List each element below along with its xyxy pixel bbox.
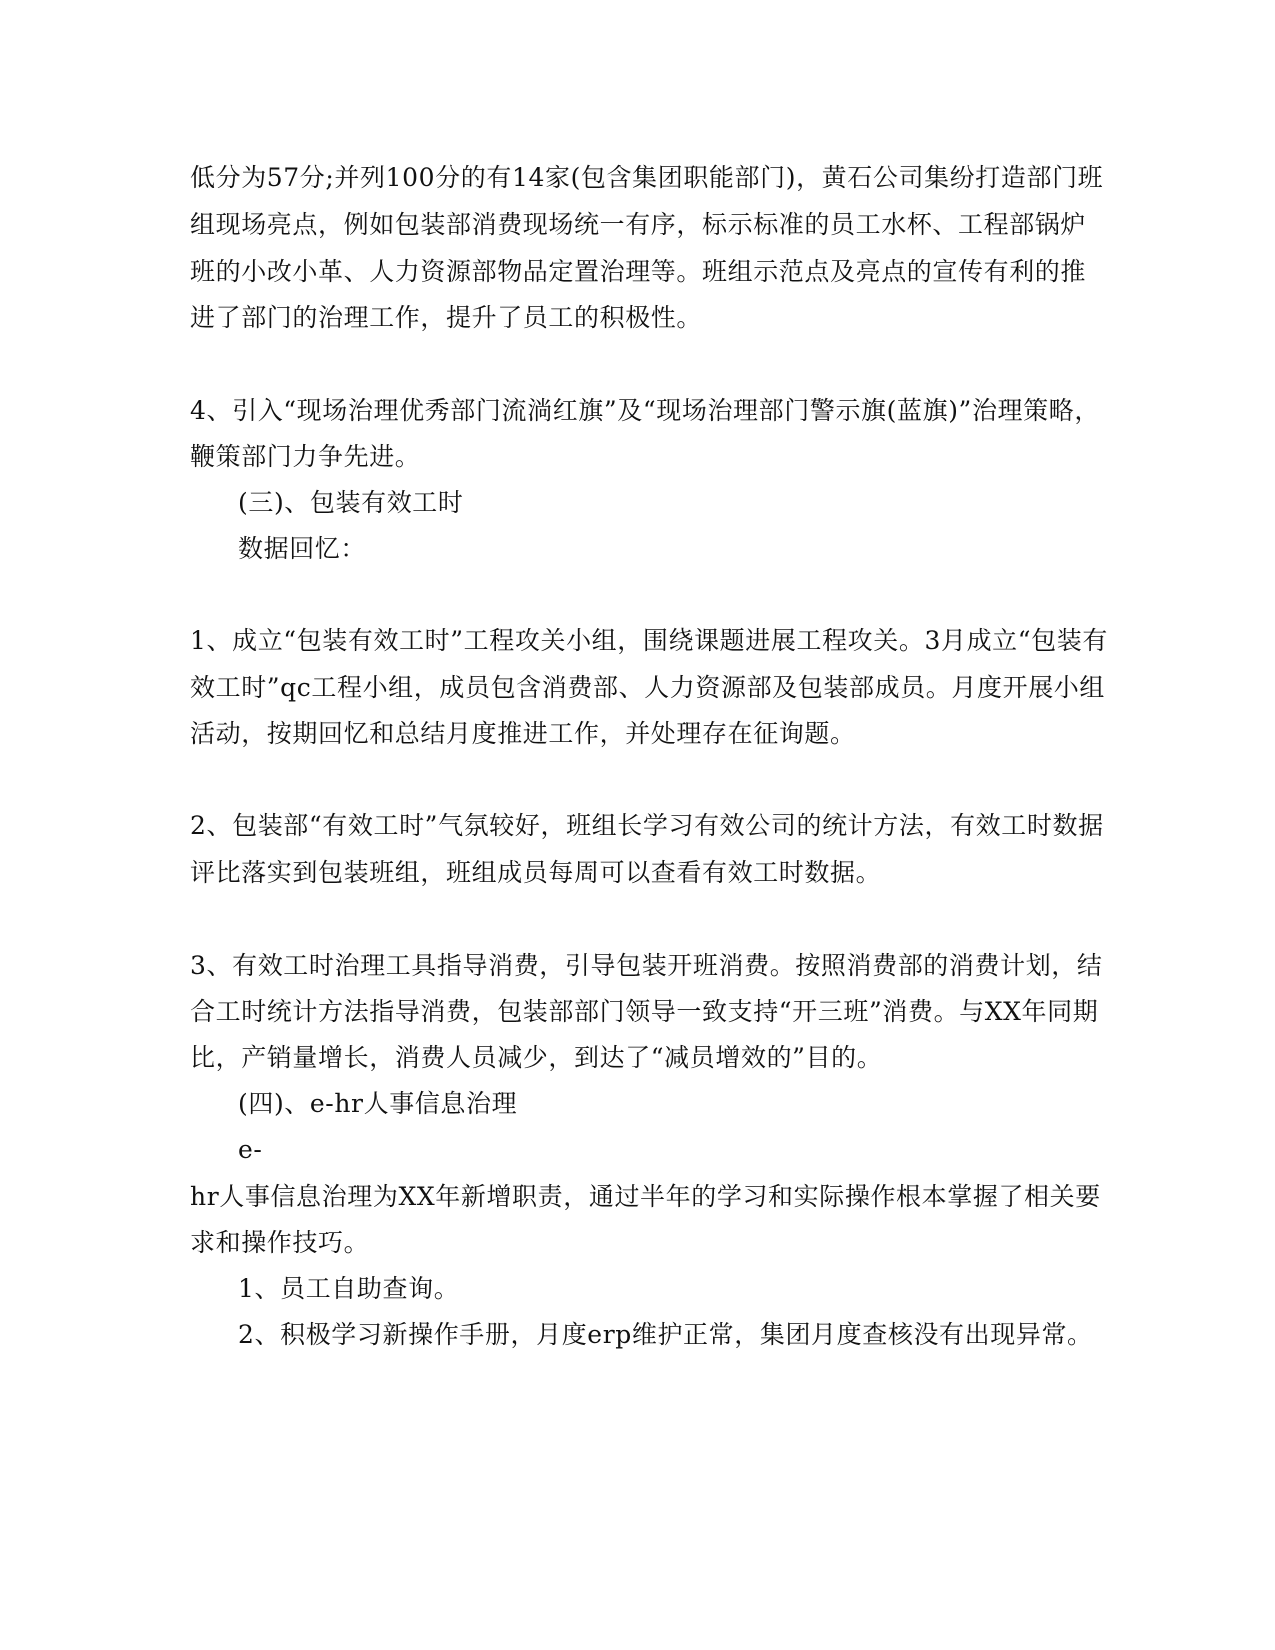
paragraph-line: 3、有效工时治理工具指导消费，引导包装开班消费。按照消费部的消费计划，结 [190, 951, 1103, 980]
paragraph-line: 比，产销量增长，消费人员减少，到达了“减员增效的”目的。 [190, 1043, 883, 1072]
paragraph-line: 鞭策部门力争先进。 [190, 442, 421, 471]
paragraph-line: 进了部门的治理工作，提升了员工的积极性。 [190, 303, 703, 332]
paragraph-line: 活动，按期回忆和总结月度推进工作，并处理存在征询题。 [190, 719, 856, 748]
paragraph-line: 2、包装部“有效工时”气氛较好，班组长学习有效公司的统计方法，有效工时数据 [190, 811, 1104, 840]
section-heading: (四)、e-hr人事信息治理 [238, 1089, 518, 1118]
paragraph-line: 合工时统计方法指导消费，包装部部门领导一致支持“开三班”消费。与XX年同期 [190, 997, 1099, 1026]
paragraph-line: e- [238, 1135, 263, 1164]
paragraph-line: 评比落实到包装班组，班组成员每周可以查看有效工时数据。 [190, 858, 882, 887]
paragraph-line: 班的小改小革、人力资源部物品定置治理等。班组示范点及亮点的宣传有利的推 [190, 257, 1087, 286]
list-item: 2、积极学习新操作手册，月度erp维护正常，集团月度查核没有出现异常。 [238, 1320, 1093, 1349]
paragraph-line: 效工时”qc工程小组，成员包含消费部、人力资源部及包装部成员。月度开展小组 [190, 673, 1105, 702]
list-item: 1、员工自助查询。 [238, 1274, 460, 1303]
paragraph-line: 求和操作技巧。 [190, 1228, 370, 1257]
subheading: 数据回忆： [238, 534, 367, 563]
paragraph-line: 1、成立“包装有效工时”工程攻关小组，围绕课题进展工程攻关。3月成立“包装有 [190, 626, 1108, 655]
paragraph-line: 低分为57分;并列100分的有14家(包含集团职能部门)，黄石公司集纷打造部门班 [190, 163, 1104, 192]
paragraph-line: 4、引入“现场治理优秀部门流淌红旗”及“现场治理部门警示旗(蓝旗)”治理策略， [190, 396, 1100, 425]
paragraph-line: hr人事信息治理为XX年新增职责，通过半年的学习和实际操作根本掌握了相关要 [190, 1182, 1101, 1211]
paragraph-line: 组现场亮点，例如包装部消费现场统一有序，标示标准的员工水杯、工程部锅炉 [190, 210, 1087, 239]
section-heading: (三)、包装有效工时 [238, 488, 464, 517]
